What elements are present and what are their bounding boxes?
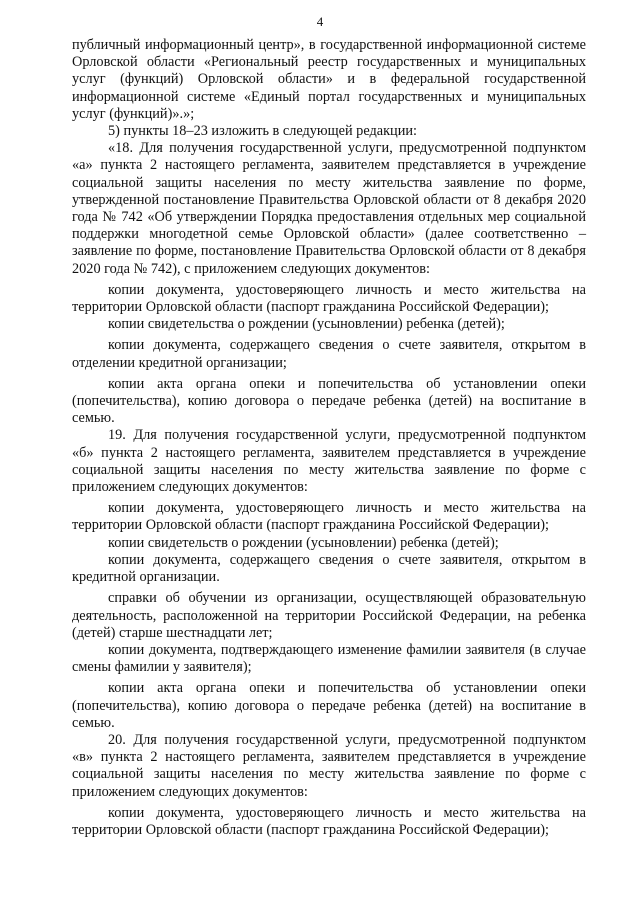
paragraph-doc-birth-certificate: копии свидетельства о рождении (усыновлении) ребенка (детей);: [108, 316, 505, 333]
paragraph-doc-guardianship: копии акта органа опеки и попечительства об установлении опеки (попечительства), копию договора о передаче ребенка (детей) на воспитание в семью.: [72, 375, 586, 427]
paragraph-item-5: 5) пункты 18–23 изложить в следующей редакции:: [108, 123, 417, 140]
paragraph-clause-19: 19. Для получения государственной услуги, предусмотренной подпунктом «б» пункта 2 настоящего регламента, заявителем представляется в учреждение социальной защиты населения по месту жительства заявление по форме с приложением следующих документов:: [72, 427, 586, 496]
paragraph-doc-guardianship: копии акта органа опеки и попечительства об установлении опеки (попечительства), копию договора о передаче ребенка (детей) на воспитание в семью.: [72, 680, 586, 731]
paragraph-doc-bank-account: копии документа, содержащего сведения о счете заявителя, открытом в кредитной организации.: [72, 551, 586, 586]
paragraph-doc-education-certificate: справки об обучении из организации, осуществляющей образовательную деятельность, расположенной на территории Российской Федерации, на ребенка (детей) старше шестнадцати лет;: [72, 590, 586, 641]
paragraph-doc-birth-certificates: копии свидетельств о рождении (усыновлении) ребенка (детей);: [108, 534, 499, 551]
paragraph-doc-bank-account: копии документа, содержащего сведения о счете заявителя, открытом в отделении кредитной организации;: [72, 337, 586, 371]
paragraph-clause-20: 20. Для получения государственной услуги, предусмотренной подпунктом «в» пункта 2 настоящего регламента, заявителем представляется в учреждение социальной защиты населения по месту жительства заявление по форме с приложением следующих документов:: [72, 731, 586, 800]
paragraph-clause-18: «18. Для получения государственной услуги, предусмотренной подпунктом «а» пункта 2 настоящего регламента, заявителем представляется в учреждение социальной защиты населения по месту жительства заявление по форме, утвержденной постановление Правительства Орловской области от 8 декабря 2020 года № 742 «Об утверждении Порядка предоставления отдельных мер социальной поддержки многодетной семье Орловской области» (далее соответственно – заявление по форме, постановление Правительства Орловской области от 8 декабря 2020 года № 742), с приложением следующих документов:: [72, 140, 586, 277]
page-number: 4: [316, 14, 324, 29]
paragraph-doc-passport: копии документа, удостоверяющего личность и место жительства на территории Орловской области (паспорт гражданина Российской Федерации);: [72, 281, 586, 316]
paragraph-continuation: публичный информационный центр», в государственной информационной системе Орловской области «Региональный реестр государственных и муниципальных услуг (функций) Орловской области» и в федеральной государственной информационной системе «Единый портал государственных и муниципальных услуг (функций)».»;: [72, 37, 586, 122]
document-body: [72, 37, 586, 839]
paragraph-doc-passport: копии документа, удостоверяющего личность и место жительства на территории Орловской области (паспорт гражданина Российской Федерации);: [72, 500, 586, 534]
paragraph-doc-passport: копии документа, удостоверяющего личность и место жительства на территории Орловской области (паспорт гражданина Российской Федерации);: [72, 804, 586, 838]
paragraph-doc-surname-change: копии документа, подтверждающего изменение фамилии заявителя (в случае смены фамилии у заявителя);: [72, 641, 586, 676]
